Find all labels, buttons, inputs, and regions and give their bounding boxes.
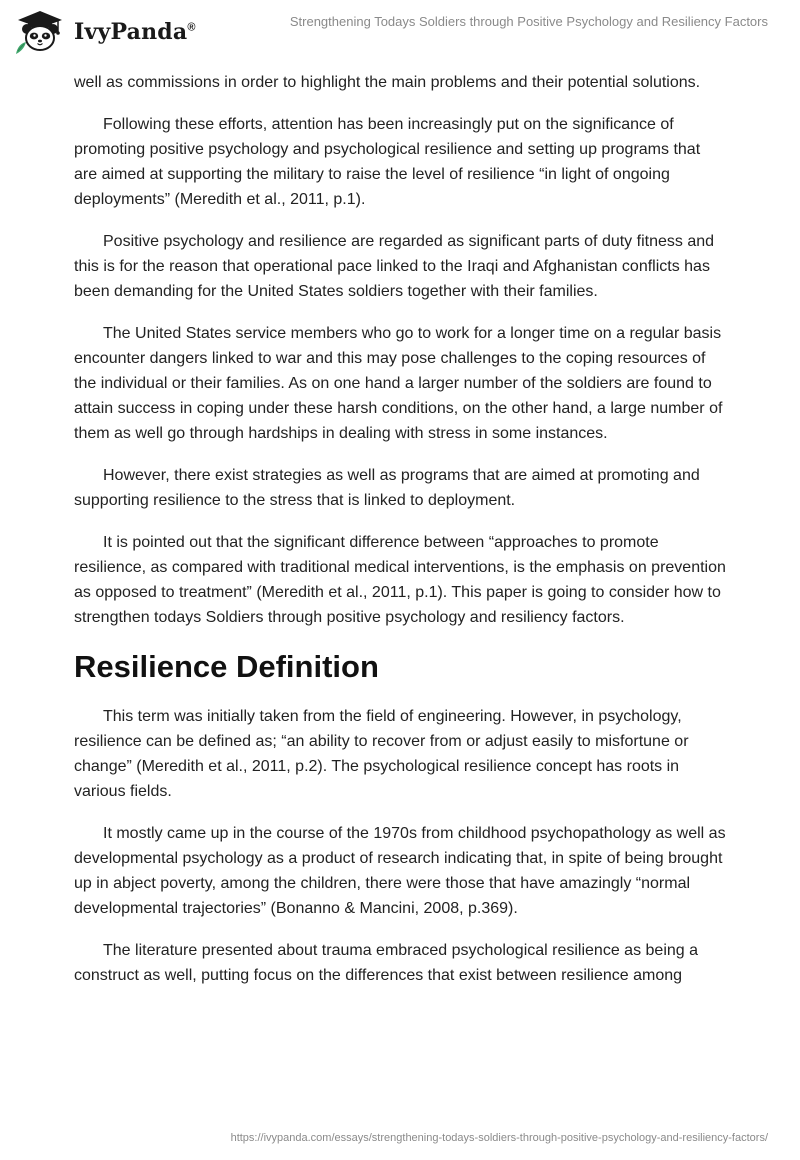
paragraph: Following these efforts, attention has been increasingly put on the significance of promoting positive psychology and psychological resilience and setting up programs that are aimed at supporting the military to raise the level of resilience “in light of ongoing deployments” (Meredith et al., 2011, p.1). bbox=[74, 116, 701, 208]
panda-graduate-icon bbox=[12, 8, 68, 56]
paragraph: Positive psychology and resilience are regarded as significant parts of duty fitness and this is for the reason that operational pace linked to the Iraqi and Afghanistan conflicts has been demanding for the United States soldiers together with their families. bbox=[74, 233, 715, 300]
essay-content bbox=[74, 70, 726, 1005]
paragraph: It mostly came up in the course of the 1970s from childhood psychopathology as well as developmental psychology as a product of research indicating that, in spite of being brought up in abject poverty, among the children, there were those that have amazingly “normal developmental trajectories” (Bonanno & Mancini, 2008, p.369). bbox=[74, 825, 726, 917]
paragraph: This term was initially taken from the field of engineering. However, in psychology, resilience can be defined as; “an ability to recover from or adjust easily to misfortune or change” (Meredith et al., 2011, p.2). The psychological resilience concept has roots in various fields. bbox=[74, 708, 689, 800]
paragraph: The United States service members who go to work for a longer time on a regular basis encounter dangers linked to war and this may pose challenges to the coping resources of the individual or their families. As on one hand a larger number of the soldiers are found to attain success in coping under these harsh conditions, on the other hand, a large number of them as well go through hardships in dealing with stress in some instances. bbox=[74, 325, 723, 442]
source-url[interactable]: https://ivypanda.com/essays/strengthening-todays-soldiers-through-positive-psychology-and-resiliency-factors/ bbox=[230, 1132, 768, 1144]
registered-mark: ® bbox=[187, 21, 196, 34]
paragraph-continuation: well as commissions in order to highlight the main problems and their potential solutions. bbox=[74, 74, 701, 91]
paragraph: It is pointed out that the significant difference between “approaches to promote resilience, as compared with traditional medical interventions, is the emphasis on prevention as opposed to treatment” (Meredith et al., 2011, p.1). This paper is going to consider how to strengthen todays Soldiers through positive psychology and resiliency factors. bbox=[74, 534, 726, 626]
paragraph: The literature presented about trauma embraced psychological resilience as being a construct as well, putting focus on the differences that exist between resilience among bbox=[74, 942, 699, 984]
paragraph: However, there exist strategies as well as programs that are aimed at promoting and supporting resilience to the stress that is linked to deployment. bbox=[74, 467, 700, 509]
ivypanda-logo[interactable] bbox=[12, 8, 196, 56]
page-header bbox=[0, 0, 800, 64]
brand-name: IvyPanda® bbox=[74, 19, 196, 45]
section-heading: Resilience Definition bbox=[74, 649, 379, 684]
document-title: Strengthening Todays Soldiers through Positive Psychology and Resiliency Factors bbox=[289, 14, 768, 29]
